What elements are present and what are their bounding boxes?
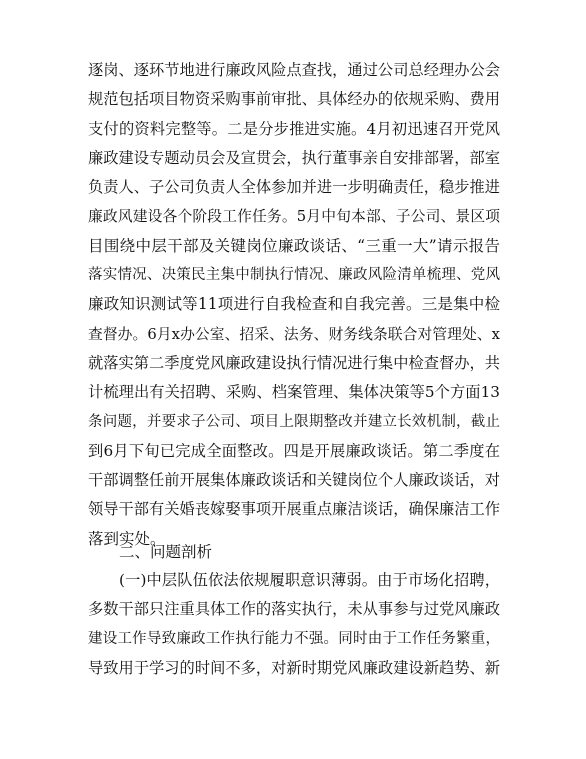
text-line: 干部调整任前开展集体廉政谈话和关键岗位个人廉政谈话，对 xyxy=(88,471,500,490)
text-line: 查督办。6月x办公室、招采、法务、财务线条联合对管理处、x xyxy=(88,325,500,343)
text-line: 计梳理出有关招聘、采购、档案管理、集体决策等5个方面13 xyxy=(88,383,500,402)
text-line: 逐岗、逐环节地进行廉政风险点查找，通过公司总经理办公会 xyxy=(88,61,500,79)
text-line: 落到实处。 xyxy=(88,529,166,548)
paragraph-problem-analysis xyxy=(88,566,500,683)
text-line: 负责人、子公司负责人全体参加并进一步明确责任，稳步推进 xyxy=(88,178,500,197)
text-line: (一)中层队伍依法依规履职意识薄弱。由于市场化招聘， xyxy=(119,571,500,589)
section-heading: 二、问题剖析 xyxy=(119,543,213,561)
text-line: 目围绕中层干部及关键岗位廉政谈话、“三重一大”请示报告 xyxy=(88,236,500,255)
text-line: 就落实第二季度党风廉政建设执行情况进行集中检查督办，共 xyxy=(88,353,500,372)
text-line: 建设工作导致廉政工作执行能力不强。同时由于工作任务繁重， xyxy=(88,630,500,647)
text-line: 廉政建设专题动员会及宣贯会，执行董事亲自安排部署，部室 xyxy=(88,148,500,167)
text-line: 规范包括项目物资采购事前审批、具体经办的依规采购、费用 xyxy=(88,90,500,109)
text-line: 领导干部有关婚丧嫁娶事项开展重点廉洁谈话，确保廉洁工作 xyxy=(88,500,500,519)
text-line: 多数干部只注重具体工作的落实执行，未从事参与过党风廉政 xyxy=(88,600,500,619)
text-line: 导致用于学习的时间不多，对新时期党风廉政建设新趋势、新 xyxy=(88,658,500,677)
paragraph-progress-measures xyxy=(88,56,500,554)
text-line: 支付的资料完整等。二是分步推进实施。4月初迅速召开党风 xyxy=(88,119,500,138)
text-line: 到6月下旬已完成全面整改。四是开展廉政谈话。第二季度在 xyxy=(88,441,500,460)
text-line: 落实情况、决策民主集中制执行情况、廉政风险清单梳理、党风 xyxy=(88,267,500,284)
text-line: 条问题，并要求子公司、项目上限期整改并建立长效机制，截止 xyxy=(88,413,500,430)
text-line: 廉政知识测试等11项进行自我检查和自我完善。三是集中检 xyxy=(88,295,500,314)
text-line: 廉政风建设各个阶段工作任务。5月中旬本部、子公司、景区项 xyxy=(88,208,500,226)
